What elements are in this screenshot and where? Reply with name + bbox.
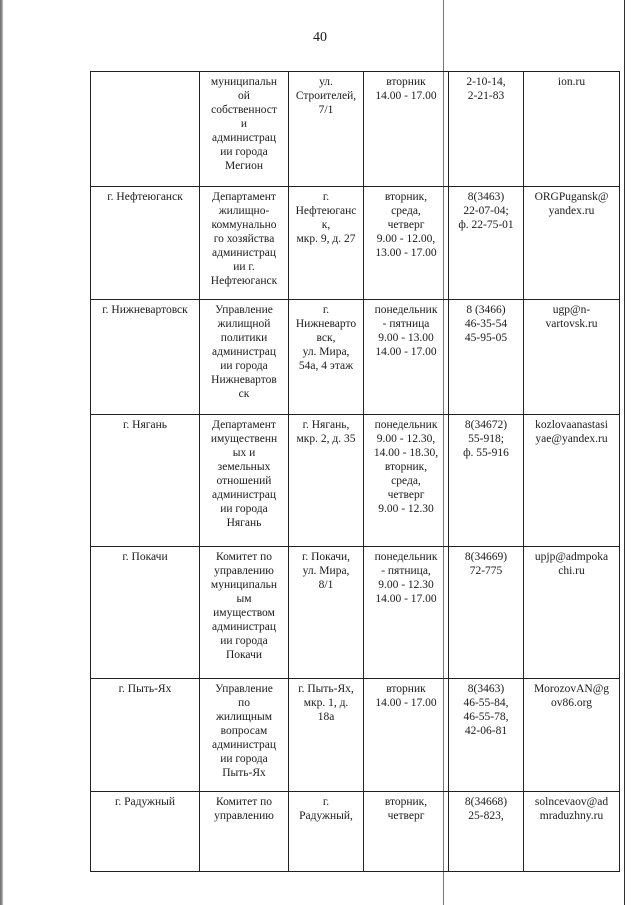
hours-cell-line: 14.00 - 17.00	[375, 346, 437, 358]
phone-cell-line: 8(3463)	[467, 683, 505, 695]
address-cell-line: Строителей,	[295, 90, 357, 102]
address-cell-line: мкр. 9, д. 27	[296, 233, 356, 245]
phone-cell-line: ф. 55-916	[463, 447, 509, 459]
address-cell	[289, 415, 364, 547]
phone-cell-line: 46-55-78,	[463, 711, 509, 723]
email-cell-line: MorozovAN@g	[533, 683, 610, 695]
hours-cell-line: 9.00 - 12.30,	[376, 433, 436, 445]
organization-cell-line: ии города	[220, 146, 268, 158]
organization-cell-line: управлению	[214, 565, 274, 577]
organization-cell-line: отношений	[216, 475, 272, 487]
organization-cell-line: Департамент	[212, 419, 276, 431]
phone-cell	[449, 72, 524, 187]
address-cell	[289, 679, 364, 792]
organization-cell-line: ии города	[220, 503, 268, 515]
organization-cell-line: ии города	[220, 360, 268, 372]
email-cell-line: yandex.ru	[548, 205, 595, 217]
hours-cell-line: - пятница,	[381, 565, 431, 577]
table-row	[91, 187, 620, 300]
address-cell-line: вск,	[316, 332, 336, 344]
phone-cell-line: 2-10-14,	[466, 76, 506, 88]
hours-cell	[364, 547, 449, 679]
hours-cell-line: вторник,	[384, 796, 428, 808]
phone-cell-line: 22-07-04;	[463, 205, 509, 217]
city-cell-line: г. Пыть-Ях	[118, 683, 172, 695]
address-cell-line: г.	[322, 796, 330, 808]
hours-cell-line: 13.00 - 17.00	[375, 247, 437, 259]
address-cell	[289, 792, 364, 872]
organization-cell-line: земельных	[217, 461, 271, 473]
organization-cell	[200, 72, 289, 187]
address-cell-line: 8/1	[318, 579, 334, 591]
email-cell-line: ion.ru	[557, 76, 586, 88]
hours-cell-line: вторник	[386, 683, 426, 695]
page-number: 40	[313, 30, 327, 45]
organization-cell-line: администрац	[212, 489, 276, 501]
hours-cell-line: 14.00 - 17.00	[375, 90, 437, 102]
address-cell-line: г. Покачи,	[301, 551, 351, 563]
organization-cell-line: жилищно-	[218, 205, 270, 217]
address-cell	[289, 300, 364, 415]
organization-cell-line: управлению	[214, 810, 274, 822]
table-row	[91, 300, 620, 415]
email-cell	[524, 415, 620, 547]
hours-cell-line: - пятница	[382, 318, 430, 330]
email-cell-line: chi.ru	[558, 565, 585, 577]
organization-cell	[200, 792, 289, 872]
organization-cell-line: Управление	[215, 304, 273, 316]
city-cell	[91, 792, 200, 872]
organization-cell-line: Департамент	[212, 191, 276, 203]
hours-cell-line: среда,	[391, 205, 421, 217]
phone-cell-line: 46-55-84,	[463, 697, 509, 709]
phone-cell	[449, 679, 524, 792]
organization-cell	[200, 187, 289, 300]
phone-cell-line: 2-21-83	[467, 90, 505, 102]
organization-cell	[200, 679, 289, 792]
address-cell	[289, 187, 364, 300]
city-cell	[91, 547, 200, 679]
hours-cell-line: четверг	[387, 489, 425, 501]
phone-cell	[449, 300, 524, 415]
organization-cell-line: по	[238, 697, 250, 709]
organization-cell-line: Пыть-Ях	[222, 767, 266, 779]
organization-cell-line: Мегион	[225, 160, 263, 172]
email-cell-line: ov86.org	[551, 697, 592, 709]
phone-cell-line: ф. 22-75-01	[458, 219, 514, 231]
organization-cell	[200, 415, 289, 547]
email-cell-line: yae@yandex.ru	[535, 433, 608, 445]
hours-cell	[364, 792, 449, 872]
address-cell	[289, 72, 364, 187]
email-cell	[524, 300, 620, 415]
hours-cell-line: вторник,	[384, 461, 428, 473]
email-cell-line: ugp@n-	[552, 304, 591, 316]
registry-table-body	[91, 72, 620, 872]
address-cell-line: ул.	[319, 76, 333, 88]
city-cell	[91, 187, 200, 300]
organization-cell-line: администрац	[212, 247, 276, 259]
phone-cell-line: 25-823,	[468, 810, 504, 822]
hours-cell-line: 14.00 - 18.30,	[373, 447, 439, 459]
email-cell	[524, 187, 620, 300]
hours-cell-line: 9.00 - 12.30	[378, 503, 434, 515]
city-cell-line: г. Нижневартовск	[102, 304, 188, 316]
email-cell	[524, 72, 620, 187]
organization-cell-line: вопросам	[220, 725, 268, 737]
scan-left-edge	[0, 0, 3, 905]
organization-cell-line: ии города	[220, 635, 268, 647]
address-cell-line: 54а, 4 этаж	[298, 360, 354, 372]
city-cell-line: г. Покачи	[122, 551, 168, 563]
email-cell	[524, 547, 620, 679]
organization-cell-line: ии города	[220, 753, 268, 765]
table-row	[91, 415, 620, 547]
phone-cell-line: 42-06-81	[464, 725, 508, 737]
address-cell-line: г. Нягань,	[302, 419, 350, 431]
address-cell-line: Нижневарто	[295, 318, 357, 330]
address-cell-line: мкр. 2, д. 35	[296, 433, 356, 445]
organization-cell-line: администрац	[212, 621, 276, 633]
table-row	[91, 547, 620, 679]
organization-cell-line: администрац	[212, 346, 276, 358]
phone-cell-line: 46-35-54	[464, 318, 508, 330]
phone-cell-line: 55-918;	[468, 433, 504, 445]
organization-cell-line: Управление	[215, 683, 273, 695]
organization-cell-line: администрац	[212, 132, 276, 144]
phone-cell-line: 8(34668)	[464, 796, 508, 808]
address-cell-line: ул. Мира,	[302, 565, 350, 577]
address-cell-line: 18а	[317, 711, 335, 723]
email-cell	[524, 679, 620, 792]
table-row	[91, 72, 620, 187]
organization-cell-line: ии г.	[233, 261, 255, 273]
phone-cell	[449, 547, 524, 679]
address-cell-line: 7/1	[318, 104, 334, 116]
address-cell-line: Нефтеюганс	[295, 205, 357, 217]
hours-cell-line: четверг	[387, 219, 425, 231]
organization-cell-line: ым	[236, 593, 252, 605]
phone-cell	[449, 792, 524, 872]
address-cell-line: мкр. 1, д.	[303, 697, 349, 709]
organization-cell-line: собственност	[211, 104, 277, 116]
organization-cell-line: политики	[220, 332, 268, 344]
table-row	[91, 792, 620, 872]
phone-cell-line: 45-95-05	[464, 332, 508, 344]
organization-cell-line: муниципальн	[210, 579, 278, 591]
address-cell-line: ул. Мира,	[302, 346, 350, 358]
hours-cell-line: 9.00 - 12.30	[378, 579, 434, 591]
organization-cell-line: Нижневартов	[211, 374, 277, 386]
hours-cell-line: среда,	[391, 475, 421, 487]
phone-cell	[449, 415, 524, 547]
address-cell-line: г.	[322, 191, 330, 203]
organization-cell-line: имуществом	[213, 607, 275, 619]
city-cell	[91, 300, 200, 415]
email-cell-line: kozlovaanastasi	[535, 419, 608, 431]
city-cell	[91, 72, 200, 187]
organization-cell-line: Нягань	[226, 517, 262, 529]
address-cell-line: Радужный,	[299, 810, 353, 822]
hours-cell	[364, 300, 449, 415]
hours-cell-line: вторник	[386, 76, 426, 88]
email-cell	[524, 792, 620, 872]
hours-cell-line: понедельник	[374, 419, 438, 431]
city-cell-line: г. Нефтеюганск	[107, 191, 183, 203]
hours-cell-line: 14.00 - 17.00	[375, 593, 437, 605]
hours-cell	[364, 72, 449, 187]
phone-cell-line: 8 (3466)	[466, 304, 506, 316]
organization-cell-line: го хозяйства	[213, 233, 275, 245]
phone-cell-line: 8(3463)	[467, 191, 505, 203]
organization-cell-line: ой	[238, 90, 250, 102]
hours-cell-line: понедельник	[374, 304, 438, 316]
organization-cell-line: администрац	[212, 739, 276, 751]
address-cell-line: г. Пыть-Ях,	[298, 683, 354, 695]
organization-cell-line: ых и	[232, 447, 256, 459]
email-cell-line: vartovsk.ru	[545, 318, 598, 330]
hours-cell-line: 14.00 - 17.00	[375, 697, 437, 709]
organization-cell-line: жилищным	[215, 711, 272, 723]
hours-cell-line: четверг	[387, 810, 425, 822]
hours-cell	[364, 187, 449, 300]
address-cell-line: г.	[322, 304, 330, 316]
organization-cell-line: и	[240, 118, 248, 130]
organization-cell	[200, 547, 289, 679]
address-cell	[289, 547, 364, 679]
hours-cell	[364, 679, 449, 792]
hours-cell-line: 9.00 - 12.00,	[376, 233, 436, 245]
hours-cell-line: 9.00 - 13.00	[378, 332, 434, 344]
organization-cell-line: муниципальн	[210, 76, 278, 88]
organization-cell	[200, 300, 289, 415]
organization-cell-line: Комитет по	[216, 796, 272, 808]
phone-cell-line: 8(34672)	[464, 419, 508, 431]
organization-cell-line: ск	[238, 388, 250, 400]
city-cell-line: г. Радужный	[114, 796, 176, 808]
organization-cell-line: коммунально	[211, 219, 277, 231]
email-cell-line: solncevaov@ad	[534, 796, 609, 808]
table-row	[91, 679, 620, 792]
hours-cell	[364, 415, 449, 547]
email-cell-line: ORGPugansk@	[534, 191, 609, 203]
city-cell	[91, 415, 200, 547]
scan-artifact-line	[624, 0, 625, 905]
organization-cell-line: жилищной	[217, 318, 271, 330]
organization-cell-line: Нефтеюганск	[210, 275, 278, 287]
city-cell	[91, 679, 200, 792]
phone-cell-line: 8(34669)	[464, 551, 508, 563]
hours-cell-line: вторник,	[384, 191, 428, 203]
email-cell-line: upjp@admpoka	[534, 551, 609, 563]
phone-cell	[449, 187, 524, 300]
organization-cell-line: имущественн	[210, 433, 278, 445]
registry-table	[90, 71, 620, 872]
organization-cell-line: Покачи	[225, 649, 263, 661]
city-cell-line: г. Нягань	[123, 419, 167, 431]
email-cell-line: mraduzhny.ru	[539, 810, 604, 822]
address-cell-line: к,	[321, 219, 331, 231]
organization-cell-line: Комитет по	[216, 551, 272, 563]
phone-cell-line: 72-775	[469, 565, 503, 577]
hours-cell-line: понедельник	[374, 551, 438, 563]
